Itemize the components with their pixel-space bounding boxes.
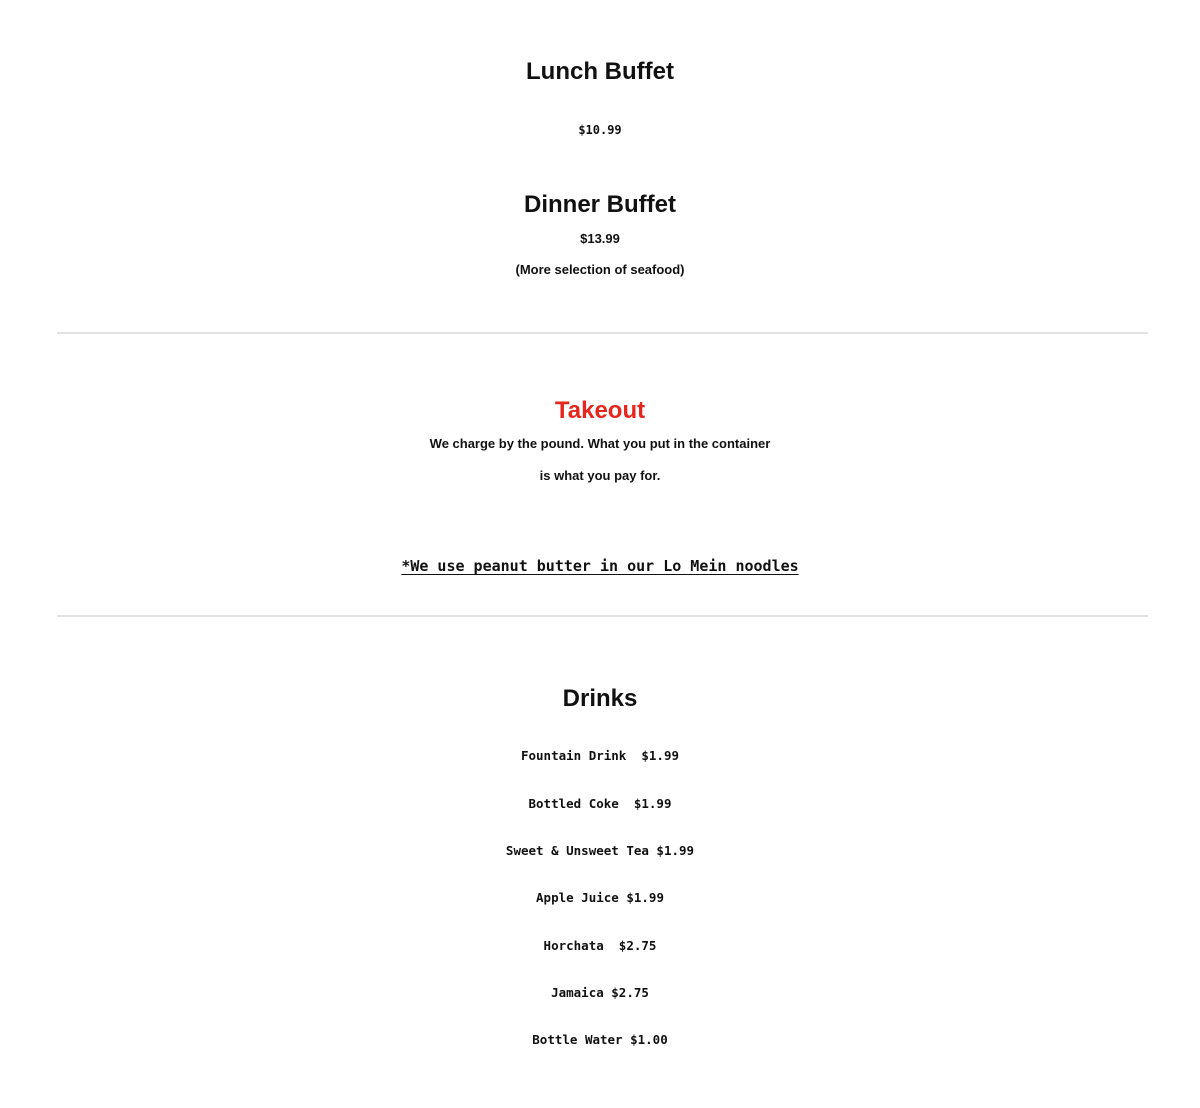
dinner-buffet-heading: Dinner Buffet [524, 191, 676, 218]
takeout-description-line-1: We charge by the pound. What you put in the container [429, 436, 771, 451]
lunch-buffet-price: $10.99 [578, 123, 622, 137]
drink-item: Jamaica $2.75 [551, 985, 649, 1000]
peanut-allergy-note: *We use peanut butter in our Lo Mein noodles [401, 557, 799, 575]
drink-item: Fountain Drink $1.99 [520, 748, 680, 763]
drink-item: Bottle Water $1.00 [532, 1032, 668, 1047]
dinner-buffet-price: $13.99 [580, 231, 620, 246]
drink-item: Horchata $2.75 [543, 938, 657, 953]
section-divider [57, 332, 1148, 334]
drink-item: Sweet & Unsweet Tea $1.99 [505, 843, 695, 858]
drinks-heading: Drinks [562, 685, 638, 712]
drink-item: Apple Juice $1.99 [536, 890, 664, 905]
lunch-buffet-heading: Lunch Buffet [526, 58, 674, 85]
drink-item: Bottled Coke $1.99 [528, 796, 672, 811]
dinner-buffet-note: (More selection of seafood) [515, 262, 685, 277]
section-divider [57, 615, 1148, 617]
takeout-heading: Takeout [554, 397, 646, 424]
takeout-description-line-2: is what you pay for. [539, 468, 661, 483]
